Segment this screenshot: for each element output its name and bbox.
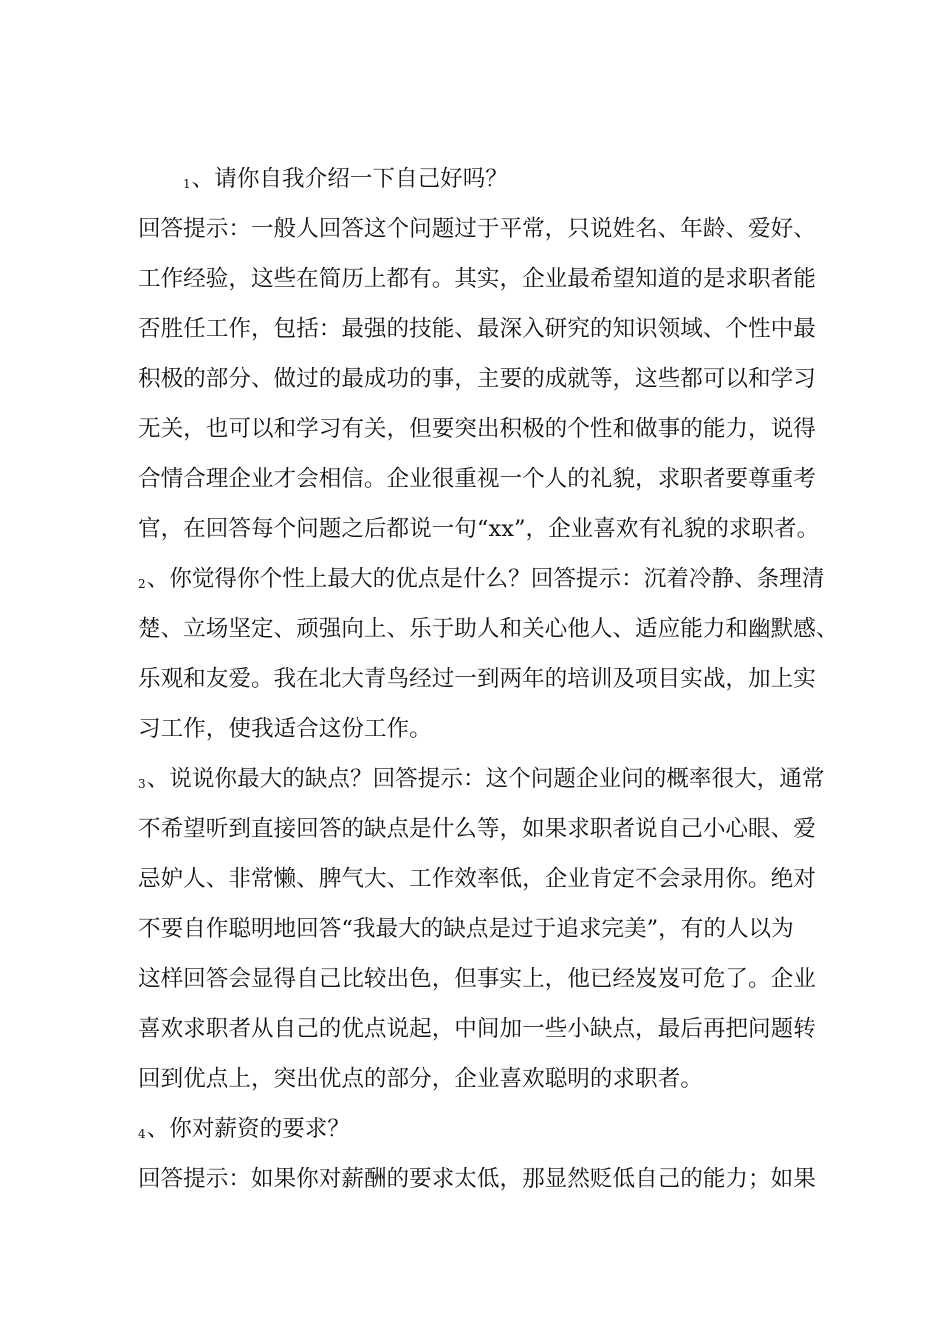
line-text: 回答提示：如果你对薪酬的要求太低，那显然贬低自己的能力；如果 [138, 1166, 816, 1192]
text-line [138, 663, 828, 695]
line-text: 否胜任工作，包括：最强的技能、最深入研究的知识领域、个性中最 [138, 316, 816, 342]
question-4-heading [138, 1113, 828, 1145]
line-text: 无关，也可以和学习有关，但要突出积极的个性和做事的能力，说得 [138, 416, 816, 442]
text-line [138, 1013, 828, 1045]
line-text: 工作经验，这些在简历上都有。其实，企业最希望知道的是求职者能 [138, 266, 816, 292]
line-text: 这样回答会显得自己比较出色，但事实上，他已经岌岌可危了。企业 [138, 966, 816, 992]
text-line [138, 263, 828, 295]
line-text: 习工作，使我适合这份工作。 [138, 716, 432, 742]
question-number: 2 [138, 577, 146, 591]
text-line [138, 1163, 828, 1195]
text-line [138, 863, 828, 895]
line-text: 回答提示：一般人回答这个问题过于平常，只说姓名、年龄、爱好、 [138, 216, 816, 242]
text-line [138, 513, 828, 545]
text-line [138, 913, 828, 945]
text-line [138, 313, 828, 345]
question-3-heading [138, 763, 828, 795]
text-line [138, 1063, 828, 1095]
text-line [138, 363, 828, 395]
line-text: 、请你自我介绍一下自己好吗？ [191, 166, 508, 192]
line-text: 不要自作聪明地回答“我最大的缺点是过于追求完美”，有的人以为 [138, 916, 794, 942]
line-text: 积极的部分、做过的最成功的事，主要的成就等，这些都可以和学习 [138, 366, 816, 392]
line-text: 、你觉得你个性上最大的优点是什么？回答提示：沉着冷静、条理清 [146, 566, 825, 592]
line-text: 楚、立场坚定、顽强向上、乐于助人和关心他人、适应能力和幽默感、 [138, 616, 839, 642]
line-text: 喜欢求职者从自己的优点说起，中间加一些小缺点，最后再把问题转 [138, 1016, 816, 1042]
line-text: 、你对薪资的要求？ [146, 1116, 350, 1142]
text-line [138, 413, 828, 445]
question-number: 1 [183, 177, 191, 191]
question-1-heading [183, 163, 873, 195]
text-line [138, 963, 828, 995]
text-line [138, 713, 828, 745]
text-line [138, 213, 828, 245]
text-line [138, 613, 839, 645]
text-line [138, 463, 828, 495]
line-text: 合情合理企业才会相信。企业很重视一个人的礼貌，求职者要尊重考 [138, 466, 816, 492]
line-text: 、说说你最大的缺点？回答提示：这个问题企业问的概率很大，通常 [146, 766, 825, 792]
question-number: 3 [138, 777, 146, 791]
line-text: 不希望听到直接回答的缺点是什么等，如果求职者说自己小心眼、爱 [138, 816, 816, 842]
text-line [138, 813, 828, 845]
line-text: 忌妒人、非常懒、脾气大、工作效率低，企业肯定不会录用你。绝对 [138, 866, 816, 892]
question-2-heading [138, 563, 828, 595]
line-text: 回到优点上，突出优点的部分，企业喜欢聪明的求职者。 [138, 1066, 703, 1092]
line-text: 乐观和友爱。我在北大青鸟经过一到两年的培训及项目实战，加上实 [138, 666, 816, 692]
question-number: 4 [138, 1127, 146, 1141]
line-text: 官，在回答每个问题之后都说一句“xx”，企业喜欢有礼貌的求职者。 [138, 516, 820, 542]
